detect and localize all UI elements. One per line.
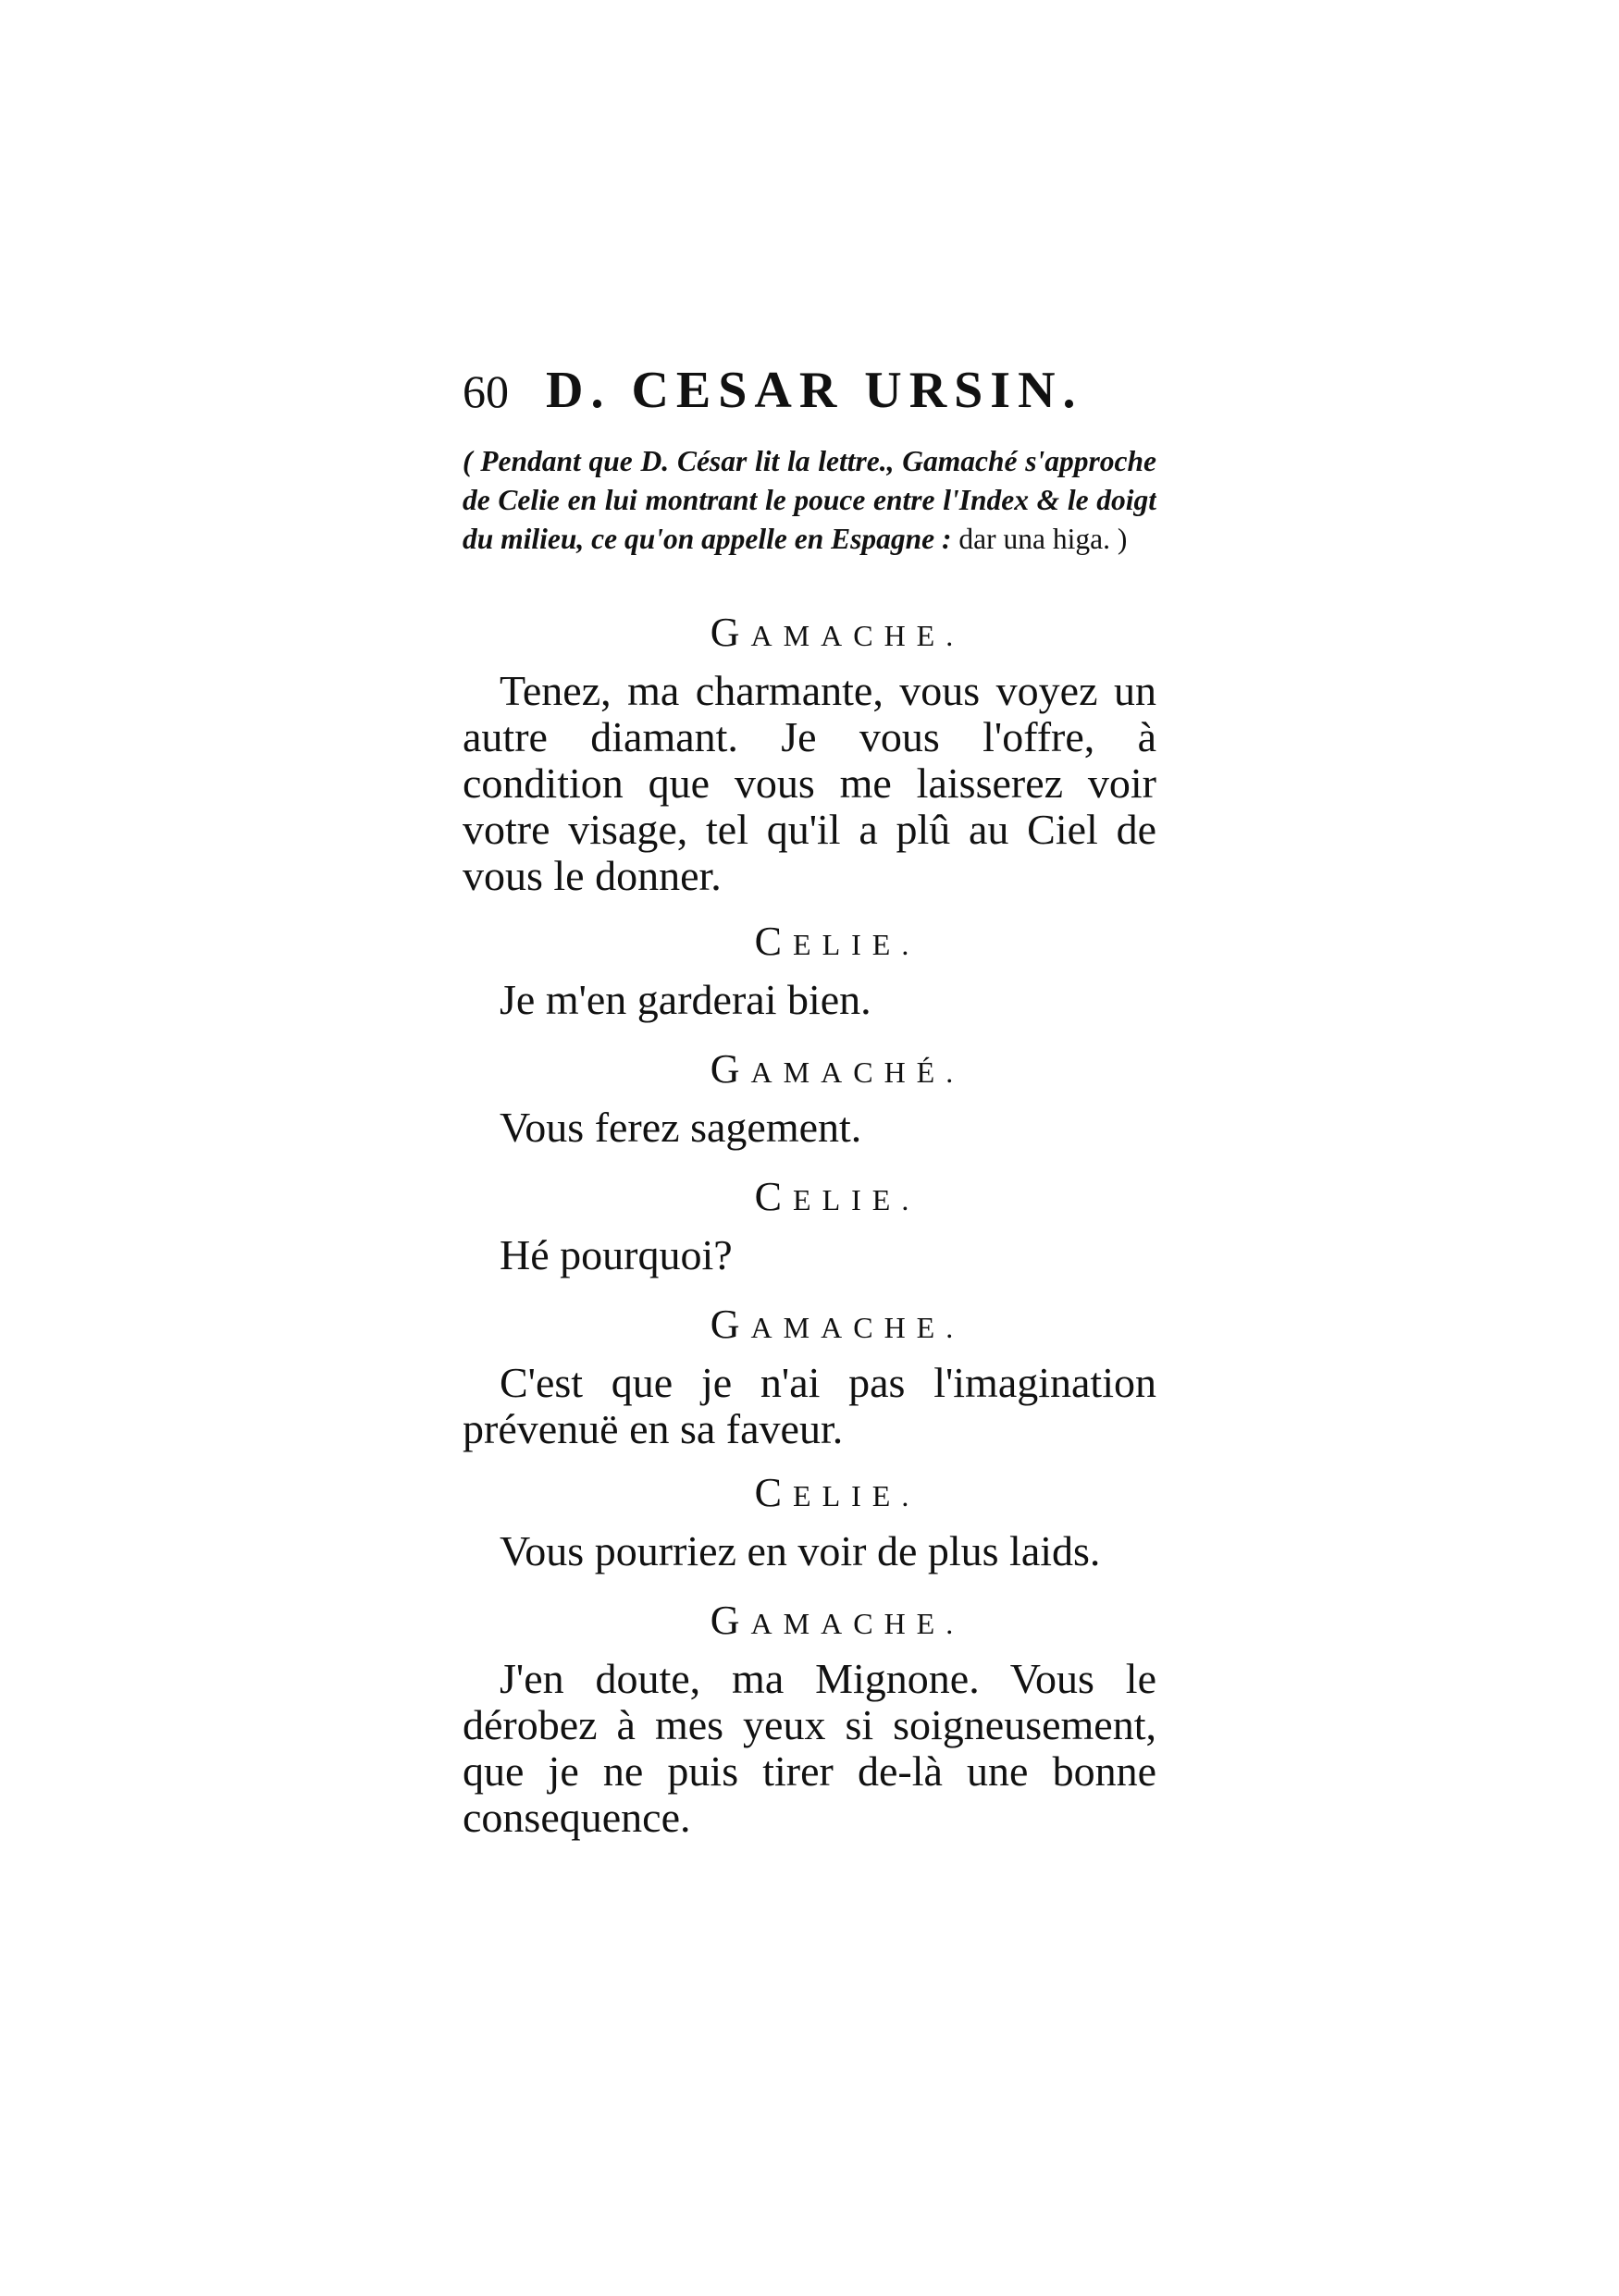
speech: Vous ferez sagement.: [500, 1104, 862, 1151]
speaker-name: [463, 1040, 1156, 1099]
speaker-rest: AMACHE.: [750, 619, 965, 652]
speaker-name: [463, 1167, 1156, 1227]
speech: C'est que je n'ai pas l'imagination prévenuë en sa faveur.: [463, 1359, 1156, 1452]
speaker-initial: C: [754, 919, 794, 964]
speaker-name: [463, 1591, 1156, 1650]
page-number: 60: [463, 365, 509, 417]
speaker-initial: G: [710, 1598, 751, 1643]
speaker-name: [463, 1463, 1156, 1523]
speaker-rest: ELIE.: [793, 928, 921, 961]
speech: Hé pourquoi?: [500, 1231, 733, 1278]
speech: Vous pourriez en voir de plus laids.: [500, 1527, 1101, 1574]
speaker-initial: G: [710, 610, 751, 655]
speaker-name: [463, 912, 1156, 971]
speaker-initial: C: [754, 1470, 794, 1515]
text-block: [463, 361, 1156, 1858]
speaker-initial: G: [710, 1046, 751, 1092]
speaker-initial: G: [710, 1302, 751, 1347]
speaker-rest: AMACHE.: [750, 1311, 965, 1344]
speaker-rest: ELIE.: [793, 1479, 921, 1512]
running-title: D. CESAR URSIN.: [546, 362, 1083, 419]
speech: J'en doute, ma Mignone. Vous le dérobez à mes yeux si soigneusement, que je ne puis tirer de-là une bonne consequence.: [463, 1655, 1156, 1841]
speech: Tenez, ma charmante, vous voyez un autre diamant. Je vous l'offre, à condition que vous me laisserez voir votre visage, tel qu'il a plû au Ciel de vous le donner.: [463, 667, 1156, 899]
speaker-rest: AMACHÉ.: [750, 1055, 965, 1089]
stage-direction-italic: ( Pendant que D. César lit la lettre., Gamaché s'approche de Celie en lui montrant le pouce entre l'Index & le doigt du milieu, ce qu'on appelle en Espagne :: [463, 445, 1156, 555]
speaker-initial: C: [754, 1174, 794, 1219]
speaker-rest: AMACHE.: [750, 1607, 965, 1640]
speaker-name: [463, 603, 1156, 662]
stage-direction: [463, 442, 1156, 598]
speaker-rest: ELIE.: [793, 1183, 921, 1216]
speech: Je m'en garderai bien.: [500, 976, 871, 1023]
running-head: [463, 361, 1156, 435]
stage-direction-roman: dar una higa. ): [958, 523, 1128, 555]
speaker-name: [463, 1295, 1156, 1354]
